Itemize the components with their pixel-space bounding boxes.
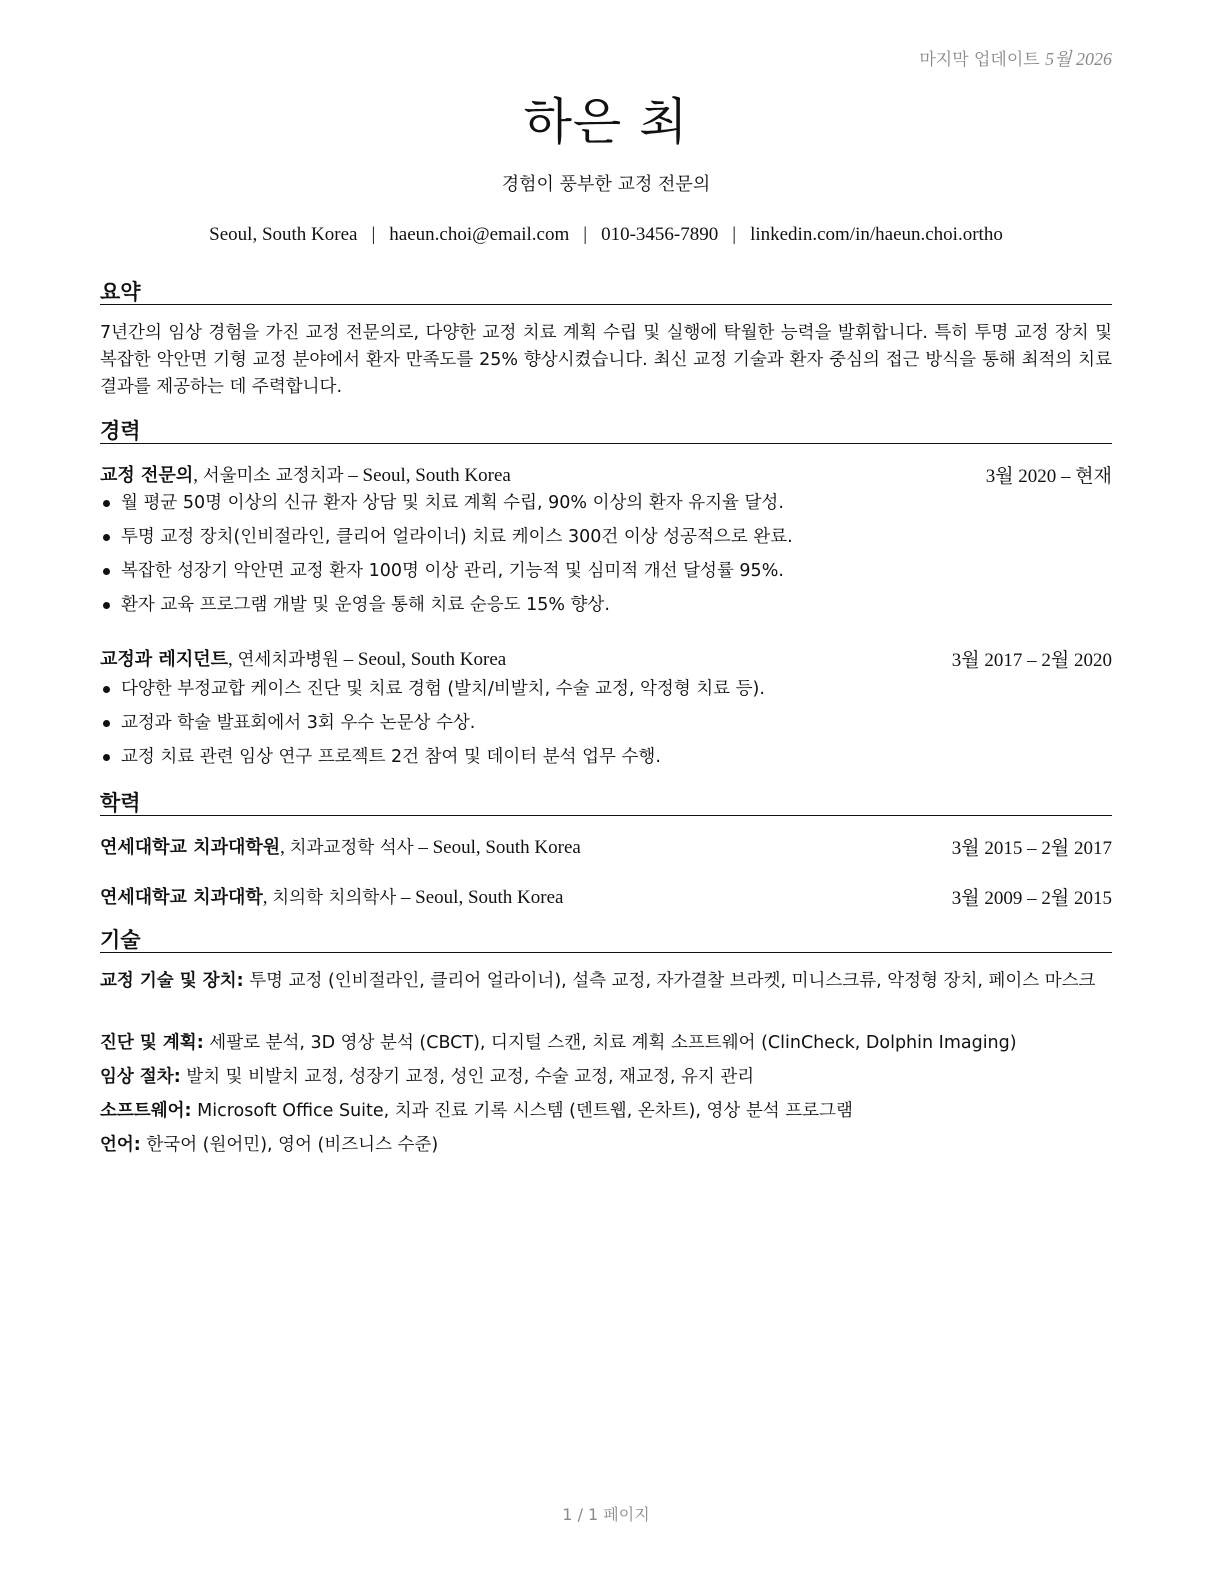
experience-role: 교정 전문의 [100,465,194,486]
contact-line [100,224,1112,246]
section-title-experience: 경력 [100,415,1112,444]
skill-label: 언어: [100,1135,141,1155]
experience-dates: 3월 2017 – 2월 2020 [951,650,1112,671]
education-school: 연세대학교 치과대학 [100,887,263,908]
experience-dates: 3월 2020 – 현재 [985,466,1112,487]
experience-entry-header: 교정과 레지던트, 연세치과병원 – Seoul, South Korea 3월 2017 – 2월 2020 [100,645,1112,671]
experience-bullets [100,676,1112,778]
page-number: 1 / 1 페이지 [562,1505,650,1524]
skill-value: Microsoft Office Suite, 치과 진료 기록 시스템 (덴트웹, 온차트), 영상 분석 프로그램 [197,1101,853,1121]
candidate-name: 하은 최 [523,93,689,151]
skill-value: 세팔로 분석, 3D 영상 분석 (CBCT), 디지털 스캔, 치료 계획 소프트웨어 (ClinCheck, Dolphin Imaging) [209,1033,1017,1053]
skill-label: 교정 기술 및 장치: [100,971,244,991]
experience-bullet: 복잡한 성장기 악안면 교정 환자 100명 이상 관리, 기능적 및 심미적 개선 달성률 95%. [100,558,1112,592]
skill-value: 발치 및 비발치 교정, 성장기 교정, 성인 교정, 수술 교정, 재교정, 유지 관리 [186,1067,755,1087]
education-school: 연세대학교 치과대학원 [100,837,281,858]
skill-item [100,1064,1112,1090]
resume-page [100,0,1112,1584]
experience-org: 연세치과병원 [237,650,339,670]
education-location: Seoul, South Korea [415,887,564,908]
education-dates: 3월 2015 – 2월 2017 [951,838,1112,859]
contact-separator: | [371,224,376,245]
contact-separator: | [732,224,737,245]
experience-bullet: 환자 교육 프로그램 개발 및 운영을 통해 치료 순응도 15% 향상. [100,592,1112,626]
experience-bullet: 투명 교정 장치(인비절라인, 클리어 얼라이너) 치료 케이스 300건 이상 성공적으로 완료. [100,524,1112,558]
skill-item [100,1098,1112,1124]
experience-org: 서울미소 교정치과 [202,466,344,486]
contact-linkedin-link[interactable]: linkedin.com/in/haeun.choi.ortho [750,224,1003,245]
last-updated-date: 5월 2026 [1045,49,1112,69]
education-dates: 3월 2009 – 2월 2015 [951,888,1112,909]
section-title-skills: 기술 [100,924,1112,953]
experience-bullet: 월 평균 50명 이상의 신규 환자 상담 및 치료 계획 수립, 90% 이상의 환자 유지율 달성. [100,490,1112,524]
contact-phone: 010-3456-7890 [601,224,719,245]
skill-label: 진단 및 계획: [100,1033,204,1053]
education-entry: 연세대학교 치과대학원, 치과교정학 석사 – Seoul, South Korea 3월 2015 – 2월 2017 [100,833,1112,859]
last-updated [919,45,1112,71]
skill-label: 소프트웨어: [100,1101,192,1121]
contact-separator: | [583,224,588,245]
skill-value: 한국어 (원어민), 영어 (비즈니스 수준) [146,1135,439,1155]
skill-value: 투명 교정 (인비절라인, 클리어 얼라이너), 설측 교정, 자가결찰 브라켓, 미니스크류, 악정형 장치, 페이스 마스크 [249,971,1096,991]
education-location: Seoul, South Korea [432,837,581,858]
experience-bullet: 교정과 학술 발표회에서 3회 우수 논문상 수상. [100,710,1112,744]
education-degree: 치과교정학 석사 [289,838,414,858]
contact-email-link[interactable]: haeun.choi@email.com [389,224,570,245]
candidate-headline: 경험이 풍부한 교정 전문의 [501,174,711,195]
contact-location: Seoul, South Korea [209,224,358,245]
skill-item [100,968,1112,994]
skill-item [100,1030,1112,1056]
experience-bullet: 교정 치료 관련 임상 연구 프로젝트 2건 참여 및 데이터 분석 업무 수행. [100,744,1112,778]
education-degree: 치의학 치의학사 [272,888,397,908]
skill-label: 임상 절차: [100,1067,181,1087]
summary-text: 7년간의 임상 경험을 가진 교정 전문의로, 다양한 교정 치료 계획 수립 및 실행에 탁월한 능력을 발휘합니다. 특히 투명 교정 장치 및 복잡한 악안면 기형 교정 분야에서 환자 만족도를 25% 향상시켰습니다. 최신 교정 기술과 환자 중심의 접근 방식을 통해 최적의 치료 결과를 제공하는 데 주력합니다. [100,323,1112,397]
skill-item [100,1132,1112,1158]
education-entry: 연세대학교 치과대학, 치의학 치의학사 – Seoul, South Korea 3월 2009 – 2월 2015 [100,883,1112,909]
section-title-education: 학력 [100,787,1112,816]
experience-bullets [100,490,1112,626]
last-updated-label: 마지막 업데이트 [919,50,1040,70]
experience-location: Seoul, South Korea [362,465,511,486]
experience-bullet: 다양한 부정교합 케이스 진단 및 치료 경험 (발치/비발치, 수술 교정, 악정형 치료 등). [100,676,1112,710]
section-title-summary: 요약 [100,276,1112,305]
experience-location: Seoul, South Korea [357,649,507,670]
experience-role: 교정과 레지던트 [100,649,228,670]
experience-entry-header: 교정 전문의, 서울미소 교정치과 – Seoul, South Korea 3월 2020 – 현재 [100,461,1112,487]
